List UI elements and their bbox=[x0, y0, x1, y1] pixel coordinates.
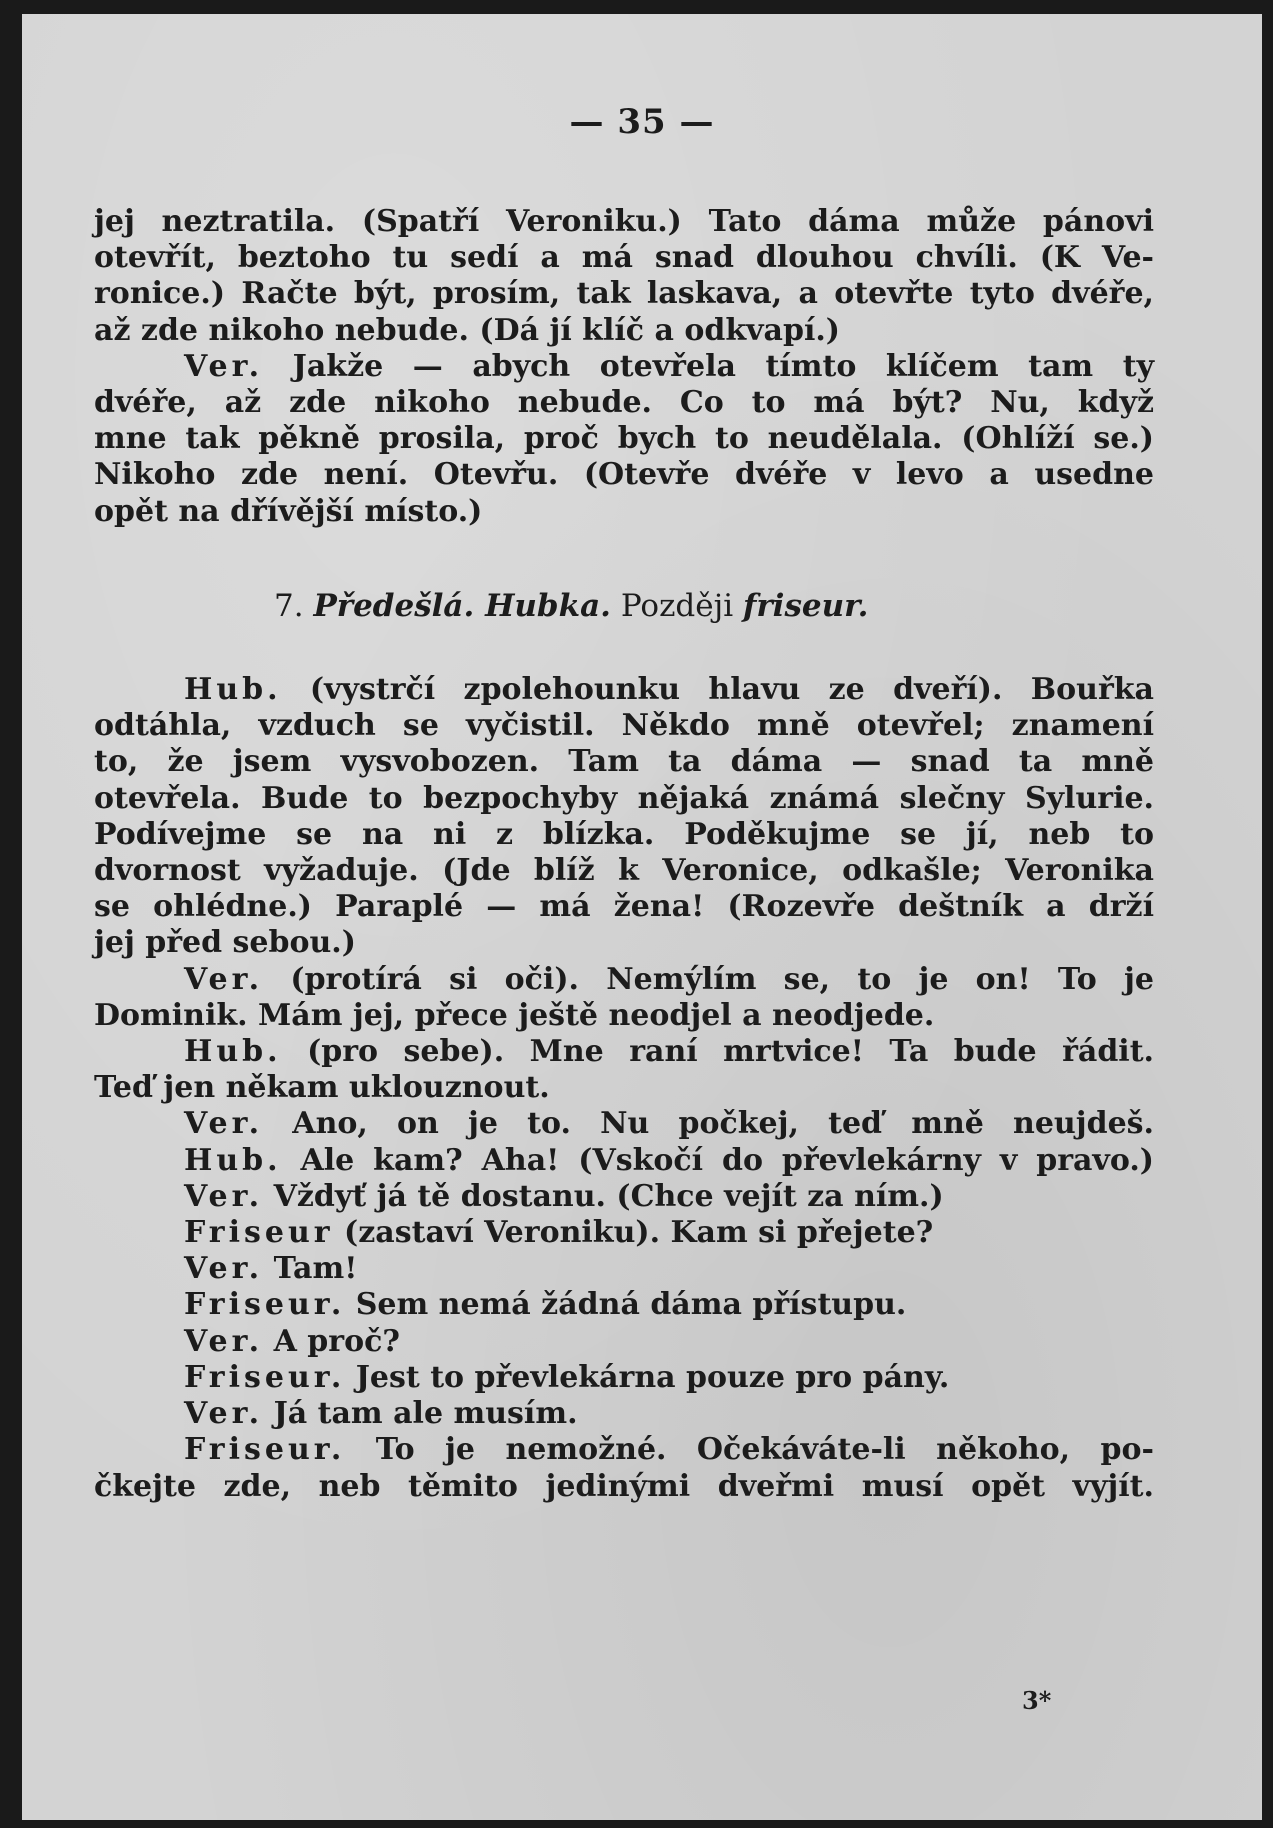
speech-text: (pro sebe). Mne raní mrtvice! Ta bude řádit. bbox=[307, 1034, 1154, 1070]
dialogue-line bbox=[94, 1324, 1154, 1360]
text-line bbox=[94, 1034, 1154, 1070]
paragraph bbox=[94, 962, 1154, 1034]
scene-number: 7. bbox=[274, 587, 304, 624]
speech-text: Ano, on je to. Nu počkej, teď mně neujdeš. bbox=[292, 1106, 1154, 1142]
speaker-name: Friseur. bbox=[184, 1432, 346, 1468]
text-line: až zde nikoho nebude. (Dá jí klíč a odkvapí.) bbox=[94, 312, 840, 348]
text-line: Podívejme se na ni z blízka. Poděkujme se jí, neb to bbox=[94, 816, 1154, 852]
speech-text: Sem nemá žádná dáma přístupu. bbox=[355, 1287, 907, 1323]
paragraph bbox=[94, 204, 1154, 349]
speaker-name: Ver. bbox=[184, 348, 264, 384]
speaker-name: Hub. bbox=[184, 1142, 282, 1178]
text-line: Nikoho zde není. Otevřu. (Otevře dvéře v levo a usedne bbox=[94, 457, 1154, 493]
scene-later: Později bbox=[620, 587, 734, 624]
speech-text: Tam! bbox=[273, 1251, 358, 1287]
speaker-name: Friseur bbox=[184, 1215, 334, 1251]
speaker-name: Hub. bbox=[184, 672, 282, 708]
speech-text: Já tam ale musím. bbox=[273, 1396, 578, 1432]
speaker-name: Ver. bbox=[184, 1106, 264, 1142]
text-line: Teď jen někam uklouznout. bbox=[94, 1070, 550, 1106]
speech-text: A proč? bbox=[273, 1323, 400, 1359]
scene-later-character: friseur. bbox=[743, 587, 869, 624]
dialogue-line bbox=[94, 1215, 1154, 1251]
text-line: otevřela. Bude to bezpochyby nějaká známá slečny Sylurie. bbox=[94, 780, 1154, 816]
speaker-name: Ver. bbox=[184, 1251, 264, 1287]
paragraph bbox=[94, 1034, 1154, 1106]
text-line: dvéře, až zde nikoho nebude. Co to má být? Nu, když bbox=[94, 385, 1154, 421]
speech-text: (protírá si oči). Nemýlím se, to je on! To je bbox=[290, 961, 1154, 997]
paragraph bbox=[94, 1432, 1154, 1504]
speech-text: Jest to převlekárna pouze pro pány. bbox=[355, 1359, 950, 1395]
text-line: se ohlédne.) Paraplé — má žena! (Rozevře deštník a drží bbox=[94, 889, 1154, 925]
speaker-name: Friseur. bbox=[184, 1359, 346, 1395]
dialogue-line bbox=[94, 1251, 1154, 1287]
text-line: jej neztratila. (Spatří Veroniku.) Tato dáma může pánovi bbox=[94, 204, 1154, 239]
book-page bbox=[22, 14, 1262, 1820]
speaker-name: Friseur. bbox=[184, 1287, 346, 1323]
dialogue-line bbox=[94, 1106, 1154, 1142]
text-line bbox=[94, 349, 1154, 385]
speech-text: (zastaví Veroniku). Kam si přejete? bbox=[344, 1215, 934, 1251]
paragraph bbox=[94, 349, 1154, 530]
text-line: otevřít, beztoho tu sedí a má snad dlouhou chvíli. (K Ve- bbox=[94, 240, 1154, 276]
speaker-name: Ver. bbox=[184, 1178, 264, 1214]
text-line bbox=[94, 672, 1154, 708]
dialogue-line bbox=[94, 1396, 1154, 1432]
dialogue-line bbox=[94, 1143, 1154, 1179]
dialogue-line bbox=[94, 1287, 1154, 1323]
text-line: opět na dřívější místo.) bbox=[94, 493, 483, 529]
speaker-name: Ver. bbox=[184, 1323, 264, 1359]
speaker-name: Ver. bbox=[184, 1396, 264, 1432]
dialogue-line bbox=[94, 1360, 1154, 1396]
text-line: jej před sebou.) bbox=[94, 925, 356, 961]
scene-heading bbox=[94, 588, 1154, 624]
text-line: to, že jsem vysvobozen. Tam ta dáma — snad ta mně bbox=[94, 744, 1154, 780]
speech-text: Jakže — abych otevřela tímto klíčem tam ty bbox=[292, 348, 1154, 384]
text-line: čkejte zde, neb těmito jedinými dveřmi musí opět vyjít. bbox=[94, 1468, 1154, 1504]
dialogue-block bbox=[94, 1106, 1154, 1432]
page-text bbox=[94, 204, 1154, 1505]
speech-text: Ale kam? Aha! (Vskočí do převlekárny v pravo.) bbox=[300, 1142, 1154, 1178]
speech-text: (vystrčí zpolehounku hlavu ze dveří). Bouřka bbox=[309, 672, 1154, 708]
paragraph bbox=[94, 672, 1154, 962]
text-line: mne tak pěkně prosila, proč bych to neudělala. (Ohlíží se.) bbox=[94, 421, 1154, 457]
speech-text: Vždyť já tě dostanu. (Chce vejít za ním.) bbox=[273, 1178, 944, 1214]
text-line: ronice.) Račte být, prosím, tak laskava, a otevřte tyto dvéře, bbox=[94, 276, 1154, 312]
speaker-name: Ver. bbox=[184, 961, 264, 997]
speech-text: To je nemožné. Očekáváte-li někoho, po- bbox=[375, 1432, 1154, 1468]
signature-mark: 3* bbox=[1022, 1686, 1052, 1715]
scene-characters: Předešlá. Hubka. bbox=[313, 587, 611, 624]
text-line bbox=[94, 1432, 1154, 1468]
text-line: dvornost vyžaduje. (Jde blíž k Veronice, odkašle; Veronika bbox=[94, 853, 1154, 889]
text-line: odtáhla, vzduch se vyčistil. Někdo mně otevřel; znamení bbox=[94, 708, 1154, 744]
speaker-name: Hub. bbox=[184, 1034, 282, 1070]
text-line: Dominik. Mám jej, přece ještě neodjel a neodjede. bbox=[94, 997, 935, 1033]
dialogue-line bbox=[94, 1179, 1154, 1215]
text-line bbox=[94, 962, 1154, 998]
page-number: — 35 — bbox=[569, 102, 715, 142]
